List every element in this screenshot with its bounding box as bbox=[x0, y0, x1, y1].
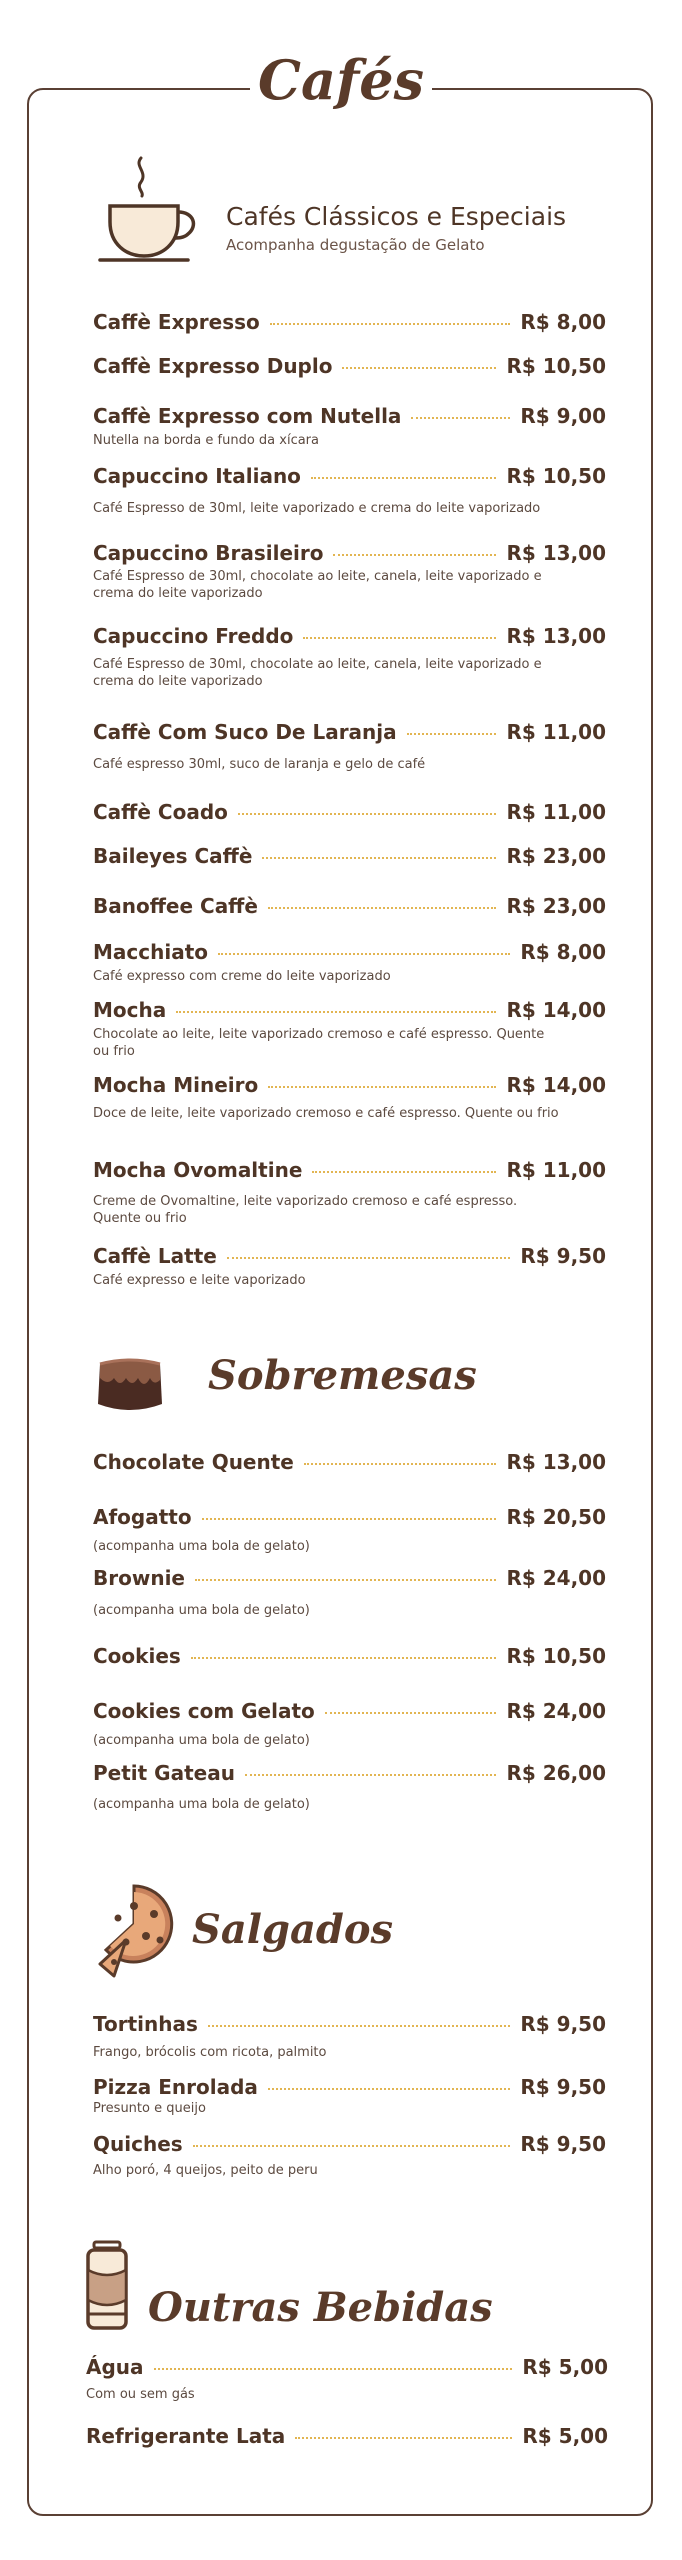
item-description: Chocolate ao leite, leite vaporizado cremoso e café espresso. Quente ou frio bbox=[93, 1027, 545, 1059]
item-price: R$ 8,00 bbox=[520, 310, 606, 334]
item-price: R$ 11,00 bbox=[506, 720, 606, 744]
item-price: R$ 9,50 bbox=[520, 2012, 606, 2036]
dot-leader bbox=[268, 2088, 510, 2090]
dot-leader bbox=[227, 1257, 511, 1259]
menu-item bbox=[86, 2424, 608, 2452]
menu-item bbox=[93, 624, 606, 652]
item-price: R$ 9,50 bbox=[520, 2075, 606, 2099]
menu-item bbox=[86, 2355, 608, 2383]
item-description: Creme de Ovomaltine, leite vaporizado cremoso e café espresso. Quente ou frio bbox=[93, 1194, 518, 1226]
menu-item bbox=[93, 310, 606, 338]
item-name: Brownie bbox=[93, 1566, 185, 1590]
menu-item bbox=[93, 844, 606, 872]
dot-leader bbox=[342, 367, 496, 369]
section-title-salgados: Salgados bbox=[192, 1906, 394, 1953]
section-title-bebidas: Outras Bebidas bbox=[148, 2284, 493, 2331]
item-name: Mocha Mineiro bbox=[93, 1073, 259, 1097]
dot-leader bbox=[245, 1774, 497, 1776]
item-price: R$ 14,00 bbox=[506, 1073, 606, 1097]
menu-item bbox=[93, 1699, 606, 1727]
dot-leader bbox=[304, 1463, 497, 1465]
item-name: Petit Gateau bbox=[93, 1761, 235, 1785]
item-description: Doce de leite, leite vaporizado cremoso e café espresso. Quente ou frio bbox=[93, 1106, 559, 1121]
item-description: Nutella na borda e fundo da xícara bbox=[93, 433, 319, 448]
item-description: Café Espresso de 30ml, chocolate ao leite, canela, leite vaporizado e crema do leite vaporizado bbox=[93, 657, 542, 689]
item-name: Caffè Com Suco De Laranja bbox=[93, 720, 397, 744]
item-name: Banoffee Caffè bbox=[93, 894, 258, 918]
item-description: Café Espresso de 30ml, chocolate ao leite, canela, leite vaporizado e crema do leite vaporizado bbox=[93, 569, 542, 601]
dot-leader bbox=[270, 323, 511, 325]
dot-leader bbox=[325, 1712, 497, 1714]
item-price: R$ 10,50 bbox=[506, 354, 606, 378]
page-title: Cafés bbox=[258, 48, 424, 112]
menu-item bbox=[93, 720, 606, 748]
item-name: Capuccino Brasileiro bbox=[93, 541, 324, 565]
dot-leader bbox=[218, 953, 510, 955]
section-title-cafes: Cafés Clássicos e Especiais bbox=[226, 202, 567, 231]
dot-leader bbox=[208, 2025, 510, 2027]
item-name: Baileyes Caffè bbox=[93, 844, 253, 868]
item-price: R$ 11,00 bbox=[506, 800, 606, 824]
dot-leader bbox=[262, 857, 496, 859]
menu-item bbox=[93, 998, 606, 1026]
item-price: R$ 5,00 bbox=[522, 2355, 608, 2379]
menu-item bbox=[93, 894, 606, 922]
item-name: Macchiato bbox=[93, 940, 208, 964]
item-description: Café expresso e leite vaporizado bbox=[93, 1273, 306, 1288]
dot-leader bbox=[238, 813, 497, 815]
item-name: Caffè Latte bbox=[93, 1244, 217, 1268]
item-name: Tortinhas bbox=[93, 2012, 198, 2036]
menu-item bbox=[93, 1158, 606, 1186]
item-price: R$ 9,50 bbox=[520, 2132, 606, 2156]
menu-item bbox=[93, 1761, 606, 1789]
dot-leader bbox=[191, 1657, 497, 1659]
pizza-icon bbox=[90, 1880, 180, 1980]
item-price: R$ 20,50 bbox=[506, 1505, 606, 1529]
menu-item bbox=[93, 1644, 606, 1672]
menu-item bbox=[93, 2132, 606, 2160]
item-price: R$ 13,00 bbox=[506, 624, 606, 648]
chocolate-cake-icon bbox=[92, 1354, 168, 1418]
section-subtitle-cafes: Acompanha degustação de Gelato bbox=[226, 236, 485, 254]
menu-item bbox=[93, 1073, 606, 1101]
dot-leader bbox=[303, 637, 496, 639]
item-price: R$ 23,00 bbox=[506, 894, 606, 918]
item-name: Caffè Expresso com Nutella bbox=[93, 404, 402, 428]
item-price: R$ 11,00 bbox=[506, 1158, 606, 1182]
dot-leader bbox=[268, 907, 497, 909]
dot-leader bbox=[193, 2145, 511, 2147]
dot-leader bbox=[202, 1518, 497, 1520]
item-price: R$ 13,00 bbox=[506, 1450, 606, 1474]
item-name: Mocha bbox=[93, 998, 167, 1022]
item-description: (acompanha uma bola de gelato) bbox=[93, 1539, 310, 1554]
item-price: R$ 13,00 bbox=[506, 541, 606, 565]
menu-item bbox=[93, 1244, 606, 1272]
item-price: R$ 10,50 bbox=[506, 464, 606, 488]
item-name: Afogatto bbox=[93, 1505, 192, 1529]
item-name: Cookies bbox=[93, 1644, 181, 1668]
item-price: R$ 8,00 bbox=[520, 940, 606, 964]
dot-leader bbox=[411, 417, 510, 419]
item-name: Chocolate Quente bbox=[93, 1450, 294, 1474]
soda-can-icon bbox=[82, 2240, 132, 2332]
item-price: R$ 10,50 bbox=[506, 1644, 606, 1668]
item-description: Café espresso 30ml, suco de laranja e gelo de café bbox=[93, 757, 426, 772]
item-name: Capuccino Italiano bbox=[93, 464, 301, 488]
menu-item bbox=[93, 354, 606, 382]
dot-leader bbox=[407, 733, 497, 735]
dot-leader bbox=[311, 477, 497, 479]
item-name: Água bbox=[86, 2355, 144, 2379]
item-price: R$ 23,00 bbox=[506, 844, 606, 868]
item-name: Pizza Enrolada bbox=[93, 2075, 258, 2099]
item-name: Caffè Coado bbox=[93, 800, 228, 824]
menu-item bbox=[93, 2075, 606, 2103]
menu-item bbox=[93, 541, 606, 569]
menu-item bbox=[93, 1566, 606, 1594]
item-price: R$ 24,00 bbox=[506, 1699, 606, 1723]
dot-leader bbox=[333, 554, 496, 556]
dot-leader bbox=[176, 1011, 496, 1013]
item-price: R$ 14,00 bbox=[506, 998, 606, 1022]
item-description: Com ou sem gás bbox=[86, 2387, 195, 2402]
menu-item bbox=[93, 800, 606, 828]
dot-leader bbox=[295, 2437, 512, 2439]
item-description: Café expresso com creme do leite vaporizado bbox=[93, 969, 391, 984]
item-name: Caffè Expresso bbox=[93, 310, 260, 334]
dot-leader bbox=[312, 1171, 496, 1173]
menu-item bbox=[93, 404, 606, 432]
item-description: Alho poró, 4 queijos, peito de peru bbox=[93, 2163, 318, 2178]
item-name: Refrigerante Lata bbox=[86, 2424, 286, 2448]
item-price: R$ 24,00 bbox=[506, 1566, 606, 1590]
item-description: Presunto e queijo bbox=[93, 2101, 206, 2116]
item-price: R$ 5,00 bbox=[522, 2424, 608, 2448]
section-title-sobremesas: Sobremesas bbox=[208, 1352, 477, 1399]
item-name: Quiches bbox=[93, 2132, 183, 2156]
dot-leader bbox=[195, 1579, 496, 1581]
item-name: Capuccino Freddo bbox=[93, 624, 294, 648]
dot-leader bbox=[268, 1086, 496, 1088]
menu-item bbox=[93, 1450, 606, 1478]
menu-item bbox=[93, 1505, 606, 1533]
item-price: R$ 9,50 bbox=[520, 1244, 606, 1268]
item-name: Mocha Ovomaltine bbox=[93, 1158, 303, 1182]
menu-item bbox=[93, 464, 606, 492]
coffee-cup-icon bbox=[96, 150, 206, 265]
item-description: Café Espresso de 30ml, leite vaporizado e crema do leite vaporizado bbox=[93, 501, 541, 516]
item-name: Caffè Expresso Duplo bbox=[93, 354, 333, 378]
menu-item bbox=[93, 940, 606, 968]
item-price: R$ 26,00 bbox=[506, 1761, 606, 1785]
dot-leader bbox=[154, 2368, 513, 2370]
item-price: R$ 9,00 bbox=[520, 404, 606, 428]
item-description: (acompanha uma bola de gelato) bbox=[93, 1733, 310, 1748]
item-description: (acompanha uma bola de gelato) bbox=[93, 1797, 310, 1812]
item-description: Frango, brócolis com ricota, palmito bbox=[93, 2045, 327, 2060]
menu-item bbox=[93, 2012, 606, 2040]
item-description: (acompanha uma bola de gelato) bbox=[93, 1603, 310, 1618]
item-name: Cookies com Gelato bbox=[93, 1699, 315, 1723]
